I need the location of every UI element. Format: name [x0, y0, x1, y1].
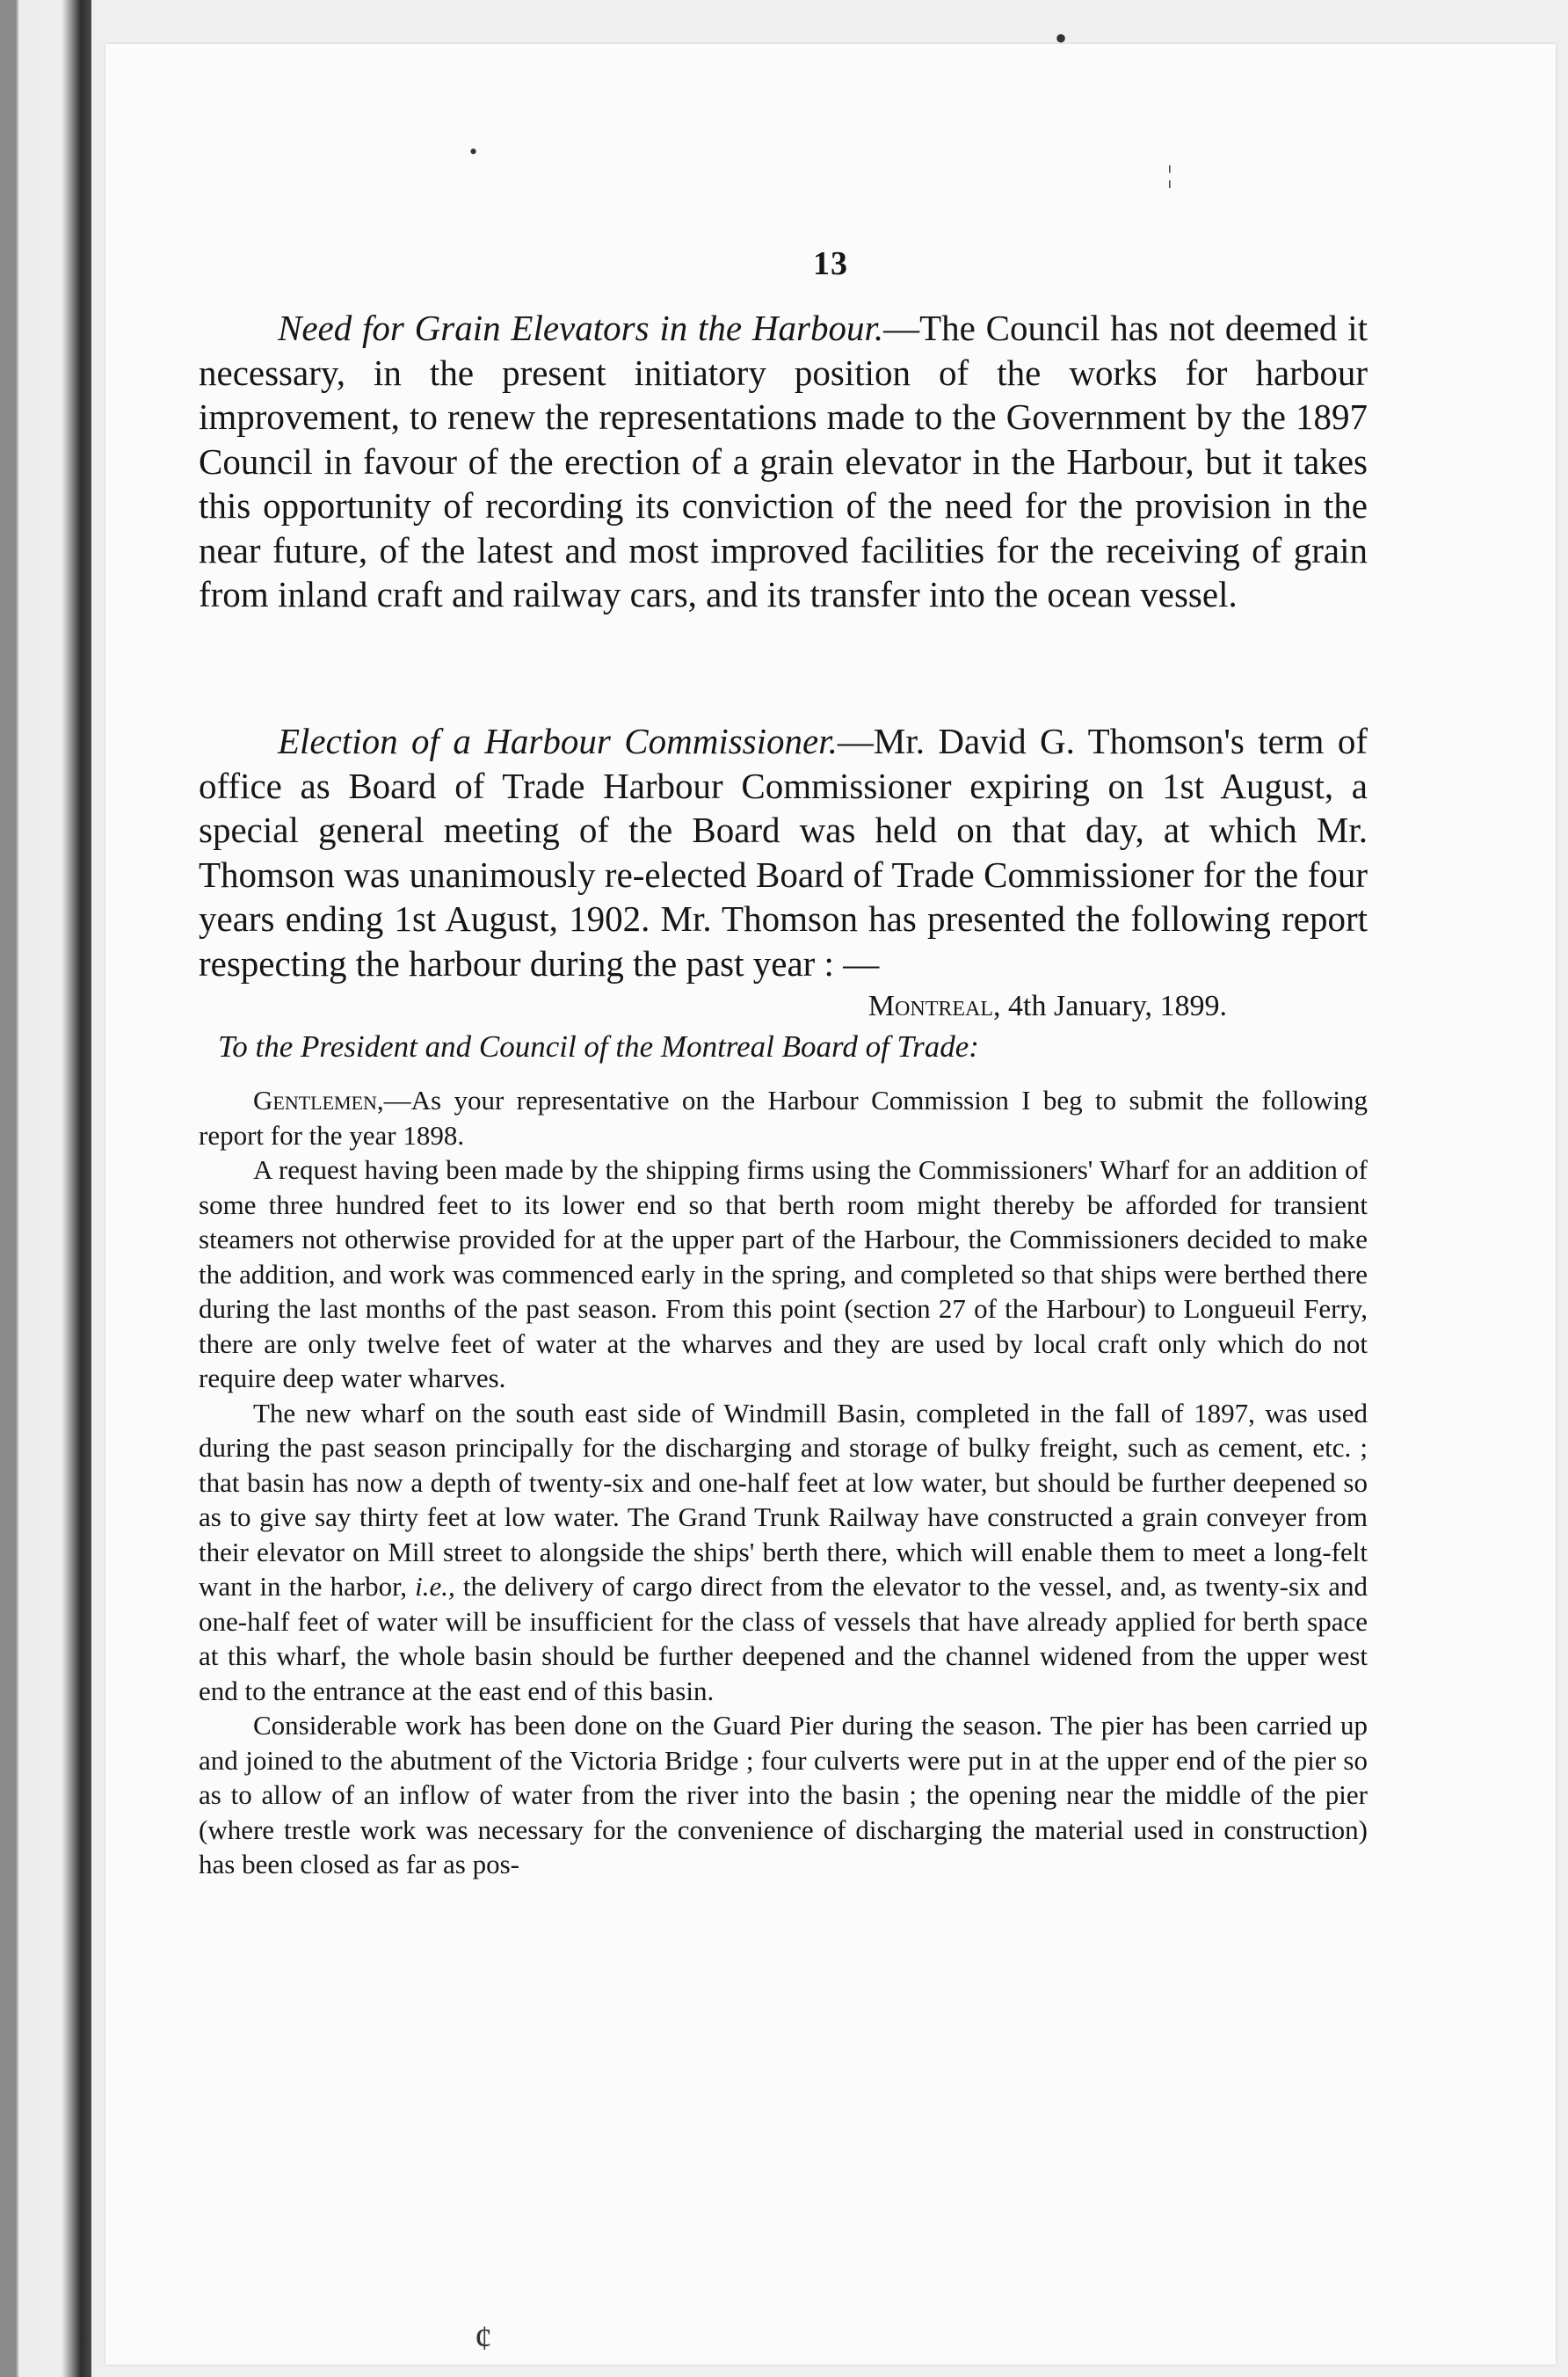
abbreviation: i.e., [415, 1571, 455, 1602]
paragraph [199, 306, 1368, 617]
dateline [199, 986, 1368, 1027]
dateline-date: 4th January, 1899. [1008, 990, 1227, 1022]
letter-header [199, 986, 1368, 1067]
salutation: To the President and Council of the Montreal Board of Trade: [218, 1029, 979, 1064]
scan-speck: ¦ [1167, 162, 1172, 189]
dateline-place: Montreal, [867, 990, 1001, 1022]
section-grain-elevators [199, 306, 1368, 617]
section-harbour-commissioner [199, 719, 1368, 985]
scan-speck: ¢ [475, 2318, 492, 2358]
report-body [199, 1083, 1368, 1882]
paragraph: Considerable work has been done on the Guard Pier during the season. The pier has been carried up and joined to the abutment of the Victoria Bridge ; four culverts were put in at the upper end of the pier so as to allow of an inflow of water from the river into the basin ; the opening near the middle of the pier (where trestle work was necessary for the convenience of discharging the material used in construction) has been closed as far as pos- [199, 1710, 1368, 1879]
section-heading: Election of a Harbour Commissioner. [278, 721, 838, 761]
scan-speck: • [81, 2330, 88, 2352]
paragraph-text: —As your representative on the Harbour Commission I beg to submit the following report for the year 1898. [199, 1085, 1368, 1151]
page-number: 13 [813, 245, 848, 282]
paragraph [199, 1396, 1368, 1709]
paragraph [199, 1083, 1368, 1152]
scanned-page-edge [0, 0, 91, 2377]
paragraph-text: —Mr. David G. Thomson's term of office as Board of Trade Harbour Commissioner expiring on 1st August, a special general meeting of the Board was held on that day, at which Mr. Thomson was unanimously re-elected Board of Trade Commissioner for the four years ending 1st August, 1902. Mr. Thomson has presented the following report respecting the harbour during the past year : — [199, 721, 1368, 984]
paragraph-text: —The Council has not deemed it necessary, in the present initiatory position of the works for harbour improvement, to renew the representations made to the Government by the 1897 Council in favour of the erection of a grain elevator in the Harbour, but it takes this opportunity of recording its conviction of the need for the provision in the near future, of the latest and most improved facilities for the receiving of grain from inland craft and railway cars, and its transfer into the ocean vessel. [199, 308, 1368, 614]
scan-speck: • [469, 139, 478, 164]
paragraph: A request having been made by the shipping firms using the Commissioners' Wharf for an addition of some three hundred feet to its lower end so that berth room might thereby be afforded for transient steamers not otherwise provided for at the upper part of the Harbour, the Commissioners decided to make the addition, and work was commenced early in the spring, and completed so that ships were berthed there during the last months of the past season. From this point (section 27 of the Harbour) to Longueuil Ferry, there are only twelve feet of water at the wharves and they are used by local craft only which do not require deep water wharves. [199, 1154, 1368, 1393]
document-page [105, 18, 1556, 2365]
paragraph-text: The new wharf on the south east side of Windmill Basin, completed in the fall of 1897, was used during the past season principally for the discharging and storage of bulky freight, such as cement, etc. ; that basin has now a depth of twenty-six and one-half feet at low water, but should be further deepened so as to give say thirty feet at low water. The Grand Trunk Railway have constructed a grain conveyer from their elevator on Mill street to alongside the ships' berth there, which will enable them to meet a long-felt want in the harbor, [199, 1397, 1368, 1602]
greeting: Gentlemen, [253, 1085, 384, 1116]
paragraph-text: the delivery of cargo direct from the elevator to the vessel, and, as twenty-six and one-half feet of water will be insufficient for the class of vessels that have already applied for berth space at this wharf, the whole basin should be further deepened and the channel widened from the upper west end to the entrance at the east end of this basin. [199, 1571, 1368, 1706]
scan-speck: • [1055, 18, 1068, 58]
paragraph [199, 719, 1368, 985]
section-heading: Need for Grain Elevators in the Harbour. [278, 308, 884, 348]
